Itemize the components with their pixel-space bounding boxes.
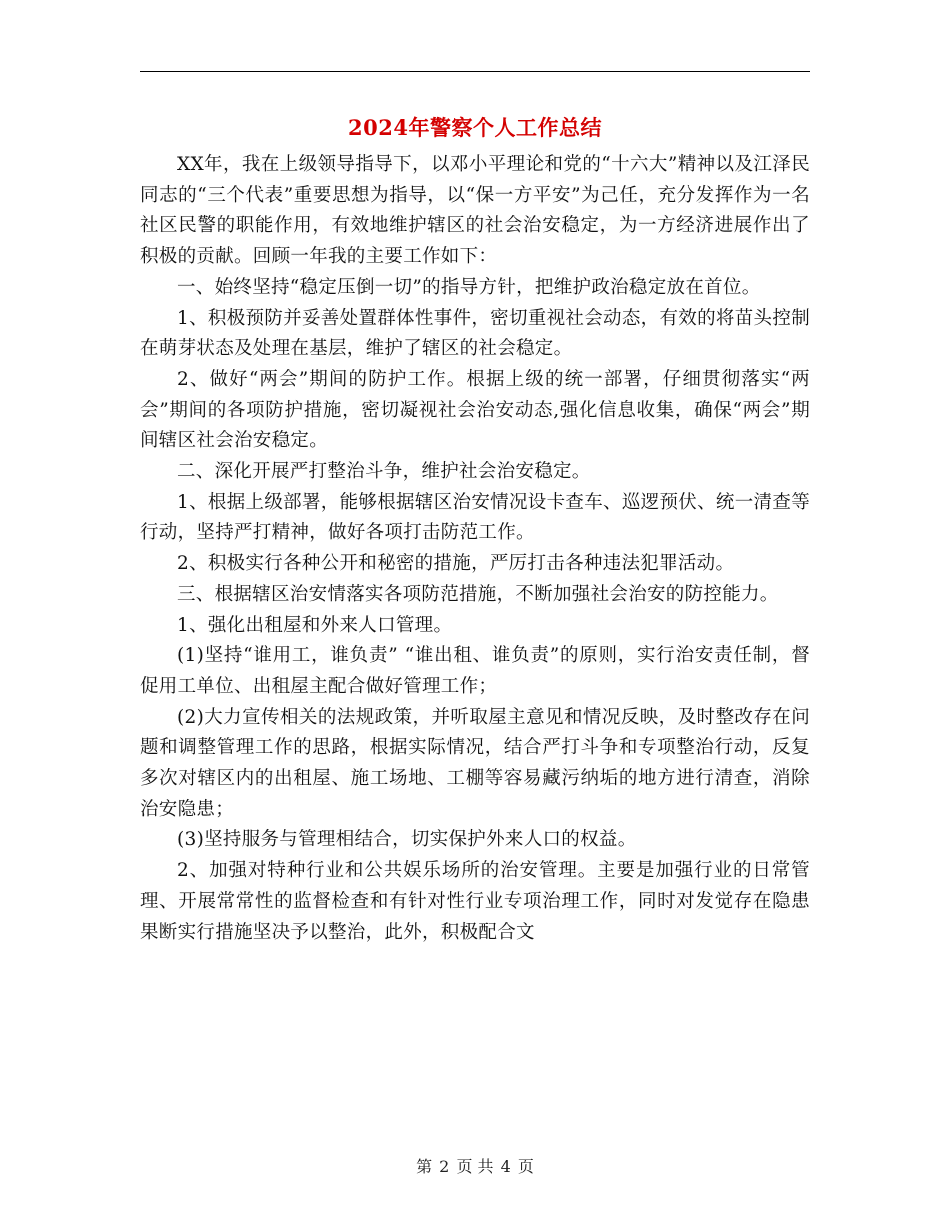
document-title: 2024年警察个人工作总结	[348, 115, 602, 140]
footer-suffix: 页	[517, 1157, 534, 1176]
paragraph-3-1-c: (3)坚持服务与管理相结合，切实保护外来人口的权益。	[177, 829, 637, 851]
paragraph-section-3: 三、根据辖区治安情落实各项防范措施，不断加强社会治安的防控能力。	[177, 583, 779, 605]
page-footer	[0, 1154, 950, 1177]
footer-prefix: 第	[416, 1157, 433, 1176]
paragraph-2-1: 1、根据上级部署，能够根据辖区治安情况设卡查车、巡逻预伏、统一清查等行动，坚持严打精神，做好各项打击防范工作。	[140, 491, 810, 544]
document-body	[140, 150, 810, 948]
paragraph-3-1-a: (1)坚持“谁用工，谁负责” “谁出租、谁负责”的原则，实行治安责任制，督促用工单位、出租屋主配合做好管理工作；	[140, 645, 810, 697]
paragraph-2-2: 2、积极实行各种公开和秘密的措施，严厉打击各种违法犯罪活动。	[177, 553, 735, 575]
paragraph-1-1: 1、积极预防并妥善处置群体性事件，密切重视社会动态，有效的将苗头控制在萌芽状态及处理在基层，维护了辖区的社会稳定。	[140, 307, 810, 360]
footer-total-pages: 4	[500, 1157, 511, 1176]
paragraph-1-2: 2、做好“两会”期间的防护工作。根据上级的统一部署，仔细贯彻落实“两会”期间的各项防护措施，密切凝视社会治安动态,强化信息收集，确保“两会”期间辖区社会治安稳定。	[140, 368, 810, 452]
paragraph-3-1-b: (2)大力宣传相关的法规政策，并听取屋主意见和情况反映，及时整改存在问题和调整管理工作的思路，根据实际情况，结合严打斗争和专项整治行动，反复多次对辖区内的出租屋、施工场地、工棚等容易藏污纳垢的地方进行清查，消除治安隐患；	[140, 706, 810, 820]
paragraph-3-2: 2、加强对特种行业和公共娱乐场所的治安管理。主要是加强行业的日常管理、开展常常性的监督检查和有针对性行业专项治理工作，同时对发觉存在隐患果断实行措施坚决予以整治，此外，积极配合文	[140, 860, 810, 943]
footer-middle: 页 共	[456, 1157, 494, 1176]
paragraph-section-2: 二、深化开展严打整治斗争，维护社会治安稳定。	[177, 461, 591, 483]
footer-page-number: 2	[439, 1157, 450, 1176]
paragraph-section-1: 一、始终坚持“稳定压倒一切”的指导方针，把维护政治稳定放在首位。	[177, 276, 761, 298]
paragraph-intro: XX年，我在上级领导指导下，以邓小平理论和党的“十六大”精神以及江泽民同志的“三个代表”重要思想为指导，以“保一方平安”为己任，充分发挥作为一名社区民警的职能作用，有效地维护辖区的社会治安稳定，为一方经济进展作出了积极的贡献。回顾一年我的主要工作如下：	[140, 154, 810, 268]
header-rule	[140, 71, 810, 72]
paragraph-3-1: 1、强化出租屋和外来人口管理。	[177, 614, 453, 636]
